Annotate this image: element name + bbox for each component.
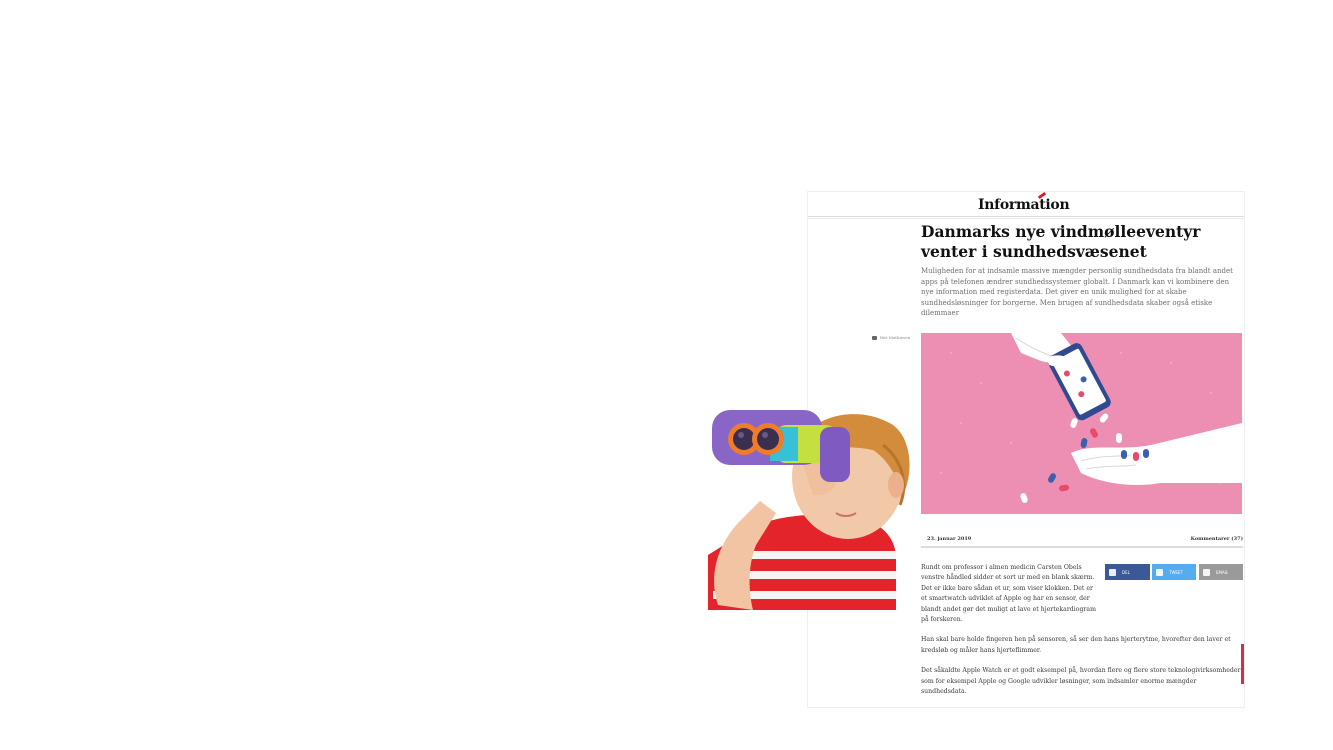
article-lead: Muligheden for at indsamle massive mængder personlig sundhedsdata fra blandt andet apps på telefonen ændrer sundhedssystemer globalt. I Danmark kan vi kombinere den nye information med registerdata. Det giver en unik mulighed for at skabe sundhedsløsninger for borgerne. Men brugen af sundhedsdata skaber også etiske dilemmaer bbox=[921, 267, 1233, 318]
share-facebook-label: DEL bbox=[1122, 569, 1130, 575]
photo-credit bbox=[872, 335, 910, 340]
article-meta bbox=[921, 534, 1243, 544]
share-email-label: EMAIL bbox=[1216, 569, 1229, 575]
body-paragraph: Det såkaldte Apple Watch er et godt eksempel på, hvordan flere og flere store teknologivirksomheder som for eksempel Apple og Google udvikler løsninger, som indsamler enorme mængder sundhedsdata. bbox=[921, 667, 1241, 696]
body-paragraph: Rundt om professor i almen medicin Carsten Obels venstre håndled sidder et sort ur med en blank skærm. Det er ikke bare sådan et ur, som viser klokken. Det er et smartwatch udviklet af Apple og har en sensor, der blandt andet gør det muligt at lave et hjertekardiogram på forskeren. bbox=[921, 564, 1096, 624]
article-date: 23. januar 2019 bbox=[927, 536, 972, 542]
edge-accent bbox=[1241, 644, 1244, 684]
article-headline: Danmarks nye vindmølleeventyr venter i sundhedsvæsenet bbox=[921, 222, 1201, 261]
child-with-binoculars-image bbox=[708, 405, 914, 610]
masthead bbox=[808, 192, 1244, 217]
camera-icon bbox=[872, 336, 877, 340]
divider bbox=[808, 218, 1244, 219]
body-paragraph: Han skal bare holde fingeren hen på sensoren, så ser den hans hjerterytme, hvorefter den laver et kredsløb og måler hans hjerteflimmer. bbox=[921, 636, 1231, 654]
share-twitter-label: TWEET bbox=[1169, 569, 1183, 575]
phone-pills-illustration bbox=[921, 333, 1242, 514]
article-body bbox=[921, 563, 1243, 707]
photo-credit-text: Ritt Mathiesen bbox=[880, 335, 911, 340]
child-binoculars-illustration bbox=[708, 405, 914, 610]
comments-link[interactable]: Kommentarer (37) bbox=[1190, 536, 1243, 542]
divider bbox=[921, 546, 1243, 548]
hero-illustration bbox=[921, 333, 1242, 514]
newspaper-logo[interactable]: Information bbox=[978, 197, 1070, 213]
